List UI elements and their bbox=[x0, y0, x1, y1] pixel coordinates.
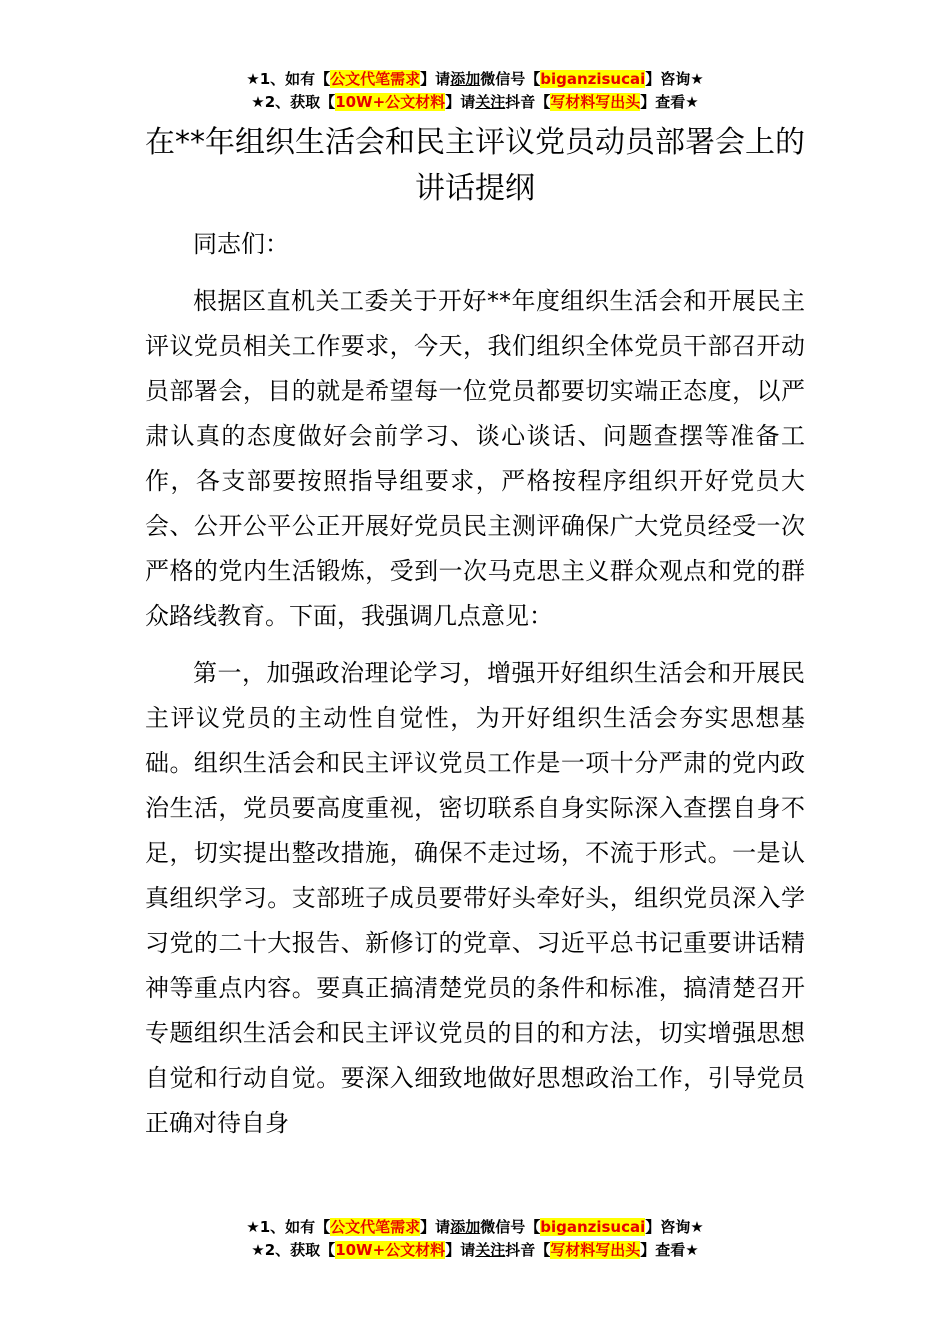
paragraph-intro: 根据区直机关工委关于开好**年度组织生活会和开展民主评议党员相关工作要求，今天，我们组织全体党员干部召开动员部署会，目的就是希望每一位党员都要切实端正态度，以严肃认真的态度做好会前学习、谈心谈话、问题查摆等准备工作，各支部要按照指导组要求，严格按程序组织开好党员大会、公开公平公正开展好党员民主测评确保广大党员经受一次严格的党内生活锻炼，受到一次马克思主义群众观点和党的群众路线教育。下面，我强调几点意见： bbox=[145, 287, 805, 630]
highlight-service: 公文代笔需求 bbox=[330, 70, 421, 88]
highlight-douyin: 写材料写出头 bbox=[550, 1241, 641, 1259]
highlight-wechat-id: biganzisucai bbox=[540, 70, 646, 88]
highlight-materials: 10W+公文材料 bbox=[335, 1241, 446, 1259]
salutation: 同志们： bbox=[193, 230, 289, 258]
promo-line-2: ★2、获取【10W+公文材料】请关注抖音【写材料写出头】查看★ bbox=[251, 93, 699, 111]
footer-promo-banner bbox=[0, 1216, 950, 1262]
promo-line-2: ★2、获取【10W+公文材料】请关注抖音【写材料写出头】查看★ bbox=[251, 1241, 699, 1259]
document-body bbox=[145, 222, 805, 1158]
promo-line-1: ★1、如有【公文代笔需求】请添加微信号【biganzisucai】咨询★ bbox=[246, 1218, 704, 1236]
header-promo-banner bbox=[0, 68, 950, 114]
highlight-materials: 10W+公文材料 bbox=[335, 93, 446, 111]
highlight-wechat-id: biganzisucai bbox=[540, 1218, 646, 1236]
promo-line-1: ★1、如有【公文代笔需求】请添加微信号【biganzisucai】咨询★ bbox=[246, 70, 704, 88]
highlight-service: 公文代笔需求 bbox=[330, 1218, 421, 1236]
highlight-douyin: 写材料写出头 bbox=[550, 93, 641, 111]
paragraph-first-point: 第一，加强政治理论学习，增强开好组织生活会和开展民主评议党员的主动性自觉性，为开好组织生活会夯实思想基础。组织生活会和民主评议党员工作是一项十分严肃的党内政治生活，党员要高度重视，密切联系自身实际深入查摆自身不足，切实提出整改措施，确保不走过场，不流于形式。一是认真组织学习。支部班子成员要带好头牵好头，组织党员深入学习党的二十大报告、新修订的党章、习近平总书记重要讲话精神等重点内容。要真正搞清楚党员的条件和标准，搞清楚召开专题组织生活会和民主评议党员的目的和方法，切实增强思想自觉和行动自觉。要深入细致地做好思想政治工作，引导党员正确对待自身 bbox=[145, 659, 805, 1137]
document-title: 在**年组织生活会和民主评议党员动员部署会上的讲话提纲 bbox=[145, 125, 805, 206]
